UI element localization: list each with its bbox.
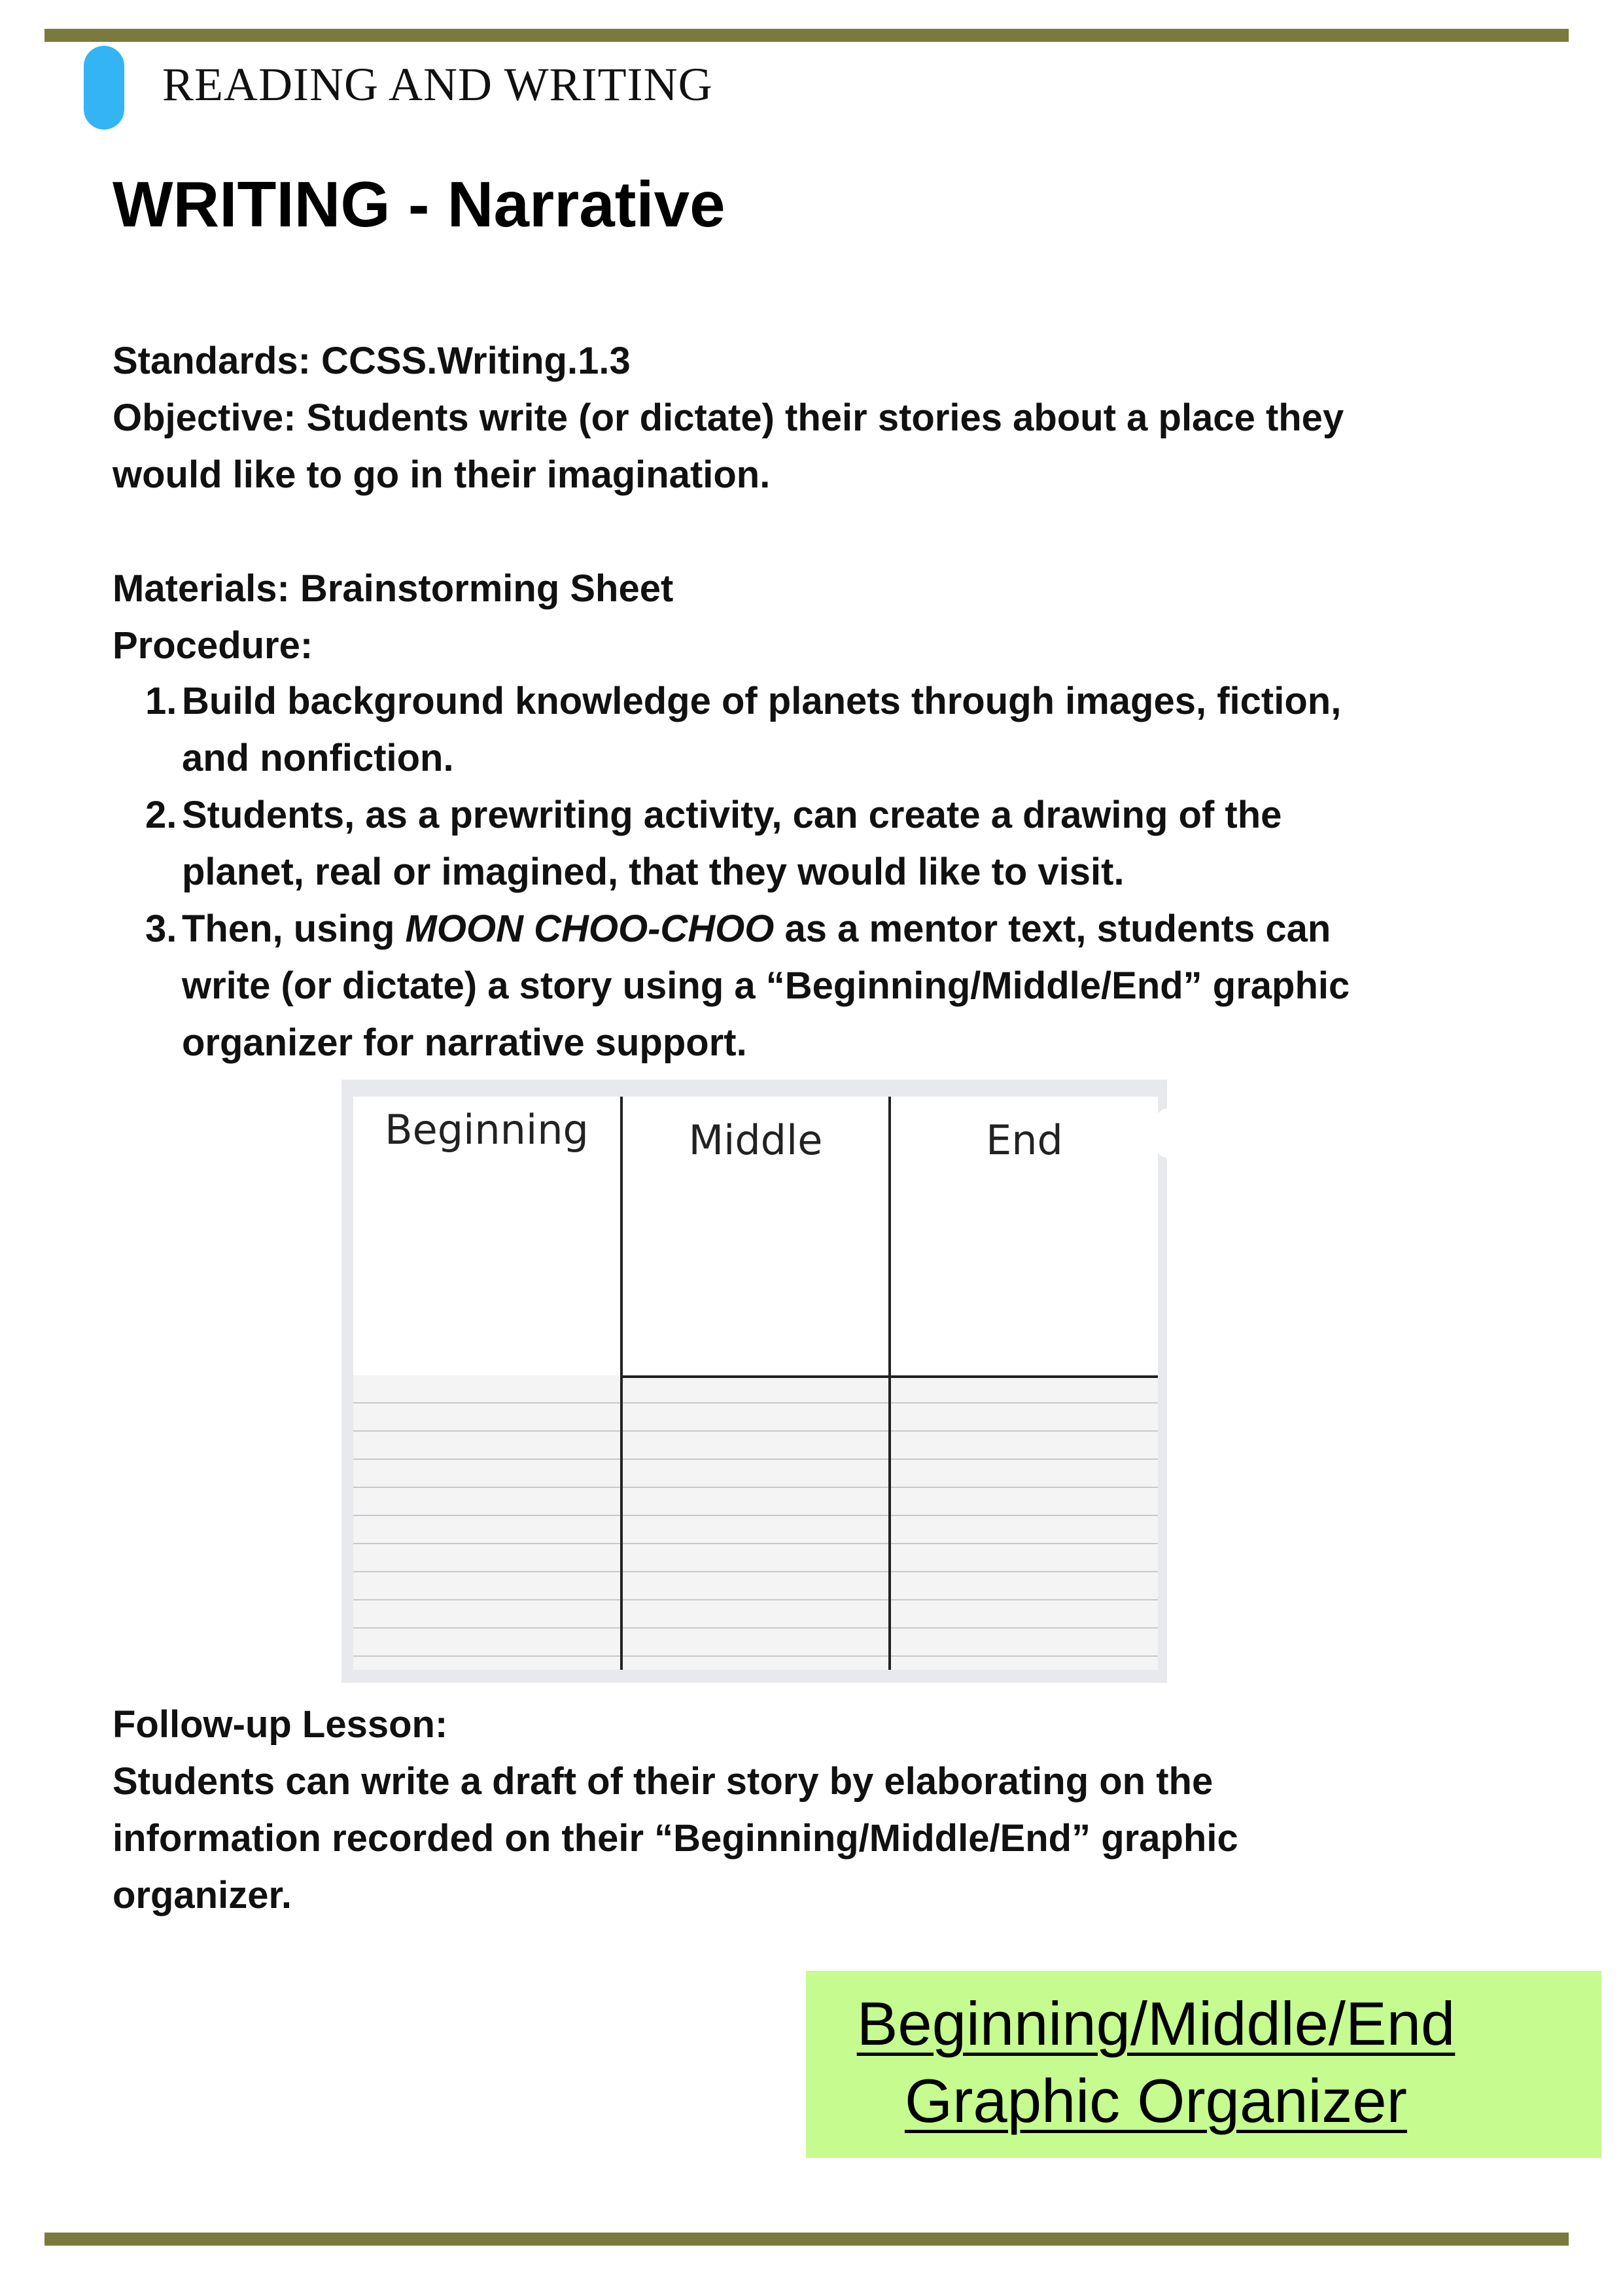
- procedure-step-2: [113, 786, 1408, 900]
- organizer-column-end: [891, 1097, 1158, 1670]
- bottom-rule: [44, 2233, 1569, 2246]
- procedure-list: [113, 673, 1408, 1071]
- book-title: MOON CHOO-CHOO: [405, 908, 775, 950]
- materials-line: Materials: Brainstorming Sheet: [113, 567, 674, 610]
- followup-label: Follow-up Lesson:: [113, 1703, 448, 1746]
- step-text-part: Then, using: [182, 908, 406, 950]
- writing-lines: [353, 1375, 620, 1670]
- organizer-header: End: [986, 1116, 1063, 1164]
- top-rule: [44, 29, 1569, 42]
- column-divider: [620, 1097, 623, 1670]
- followup-text: information recorded on their “Beginning/Middle/End” graphic: [113, 1817, 1238, 1860]
- followup-block: [113, 1696, 1408, 1924]
- objective-line: would like to go in their imagination.: [113, 453, 771, 496]
- link-line[interactable]: Beginning/Middle/End: [856, 1989, 1456, 2058]
- organizer-link-box[interactable]: [806, 1971, 1601, 2158]
- page-title: WRITING - Narrative: [113, 168, 725, 240]
- writing-lines: [623, 1375, 888, 1670]
- step-text: and nonfiction.: [182, 737, 454, 779]
- procedure-label: Procedure:: [113, 624, 313, 667]
- step-text: Students, as a prewriting activity, can create a drawing of the: [182, 794, 1282, 836]
- followup-text: organizer.: [113, 1874, 292, 1916]
- step-text: Build background knowledge of planets through images, fiction,: [182, 680, 1342, 722]
- step-text-part: as a mentor text, students can: [774, 908, 1331, 950]
- row-divider: [620, 1375, 1158, 1378]
- standards-line: Standards: CCSS.Writing.1.3: [113, 340, 631, 382]
- organizer-column-beginning: [353, 1097, 620, 1670]
- graphic-organizer-image: [341, 1080, 1167, 1683]
- organizer-header: Middle: [688, 1116, 823, 1164]
- link-line[interactable]: Graphic Organizer: [905, 2066, 1407, 2135]
- organizer-column-middle: [623, 1097, 888, 1670]
- step-text: organizer for narrative support.: [182, 1021, 747, 1064]
- objective-line: Objective: Students write (or dictate) their stories about a place they: [113, 397, 1344, 439]
- followup-text: Students can write a draft of their story by elaborating on the: [113, 1760, 1213, 1803]
- section-label: READING AND WRITING: [162, 58, 713, 111]
- procedure-step-1: [113, 673, 1408, 786]
- section-tab-marker: [84, 46, 124, 130]
- step-text: planet, real or imagined, that they would like to visit.: [182, 851, 1125, 893]
- step-text: write (or dictate) a story using a “Beginning/Middle/End” graphic: [182, 964, 1350, 1007]
- organizer-sheet: [353, 1097, 1158, 1670]
- scroll-knob: [1155, 1108, 1168, 1158]
- step-number: 2.: [145, 794, 177, 836]
- writing-lines: [891, 1375, 1158, 1670]
- materials-block: [113, 560, 1408, 674]
- column-divider: [888, 1097, 891, 1670]
- step-number: 3.: [145, 908, 177, 950]
- step-text: [182, 900, 1408, 957]
- organizer-header: Beginning: [385, 1106, 589, 1154]
- step-number: 1.: [145, 680, 177, 722]
- organizer-link[interactable]: [806, 1985, 1506, 2140]
- standards-block: [113, 332, 1408, 503]
- procedure-step-3: [113, 900, 1408, 1071]
